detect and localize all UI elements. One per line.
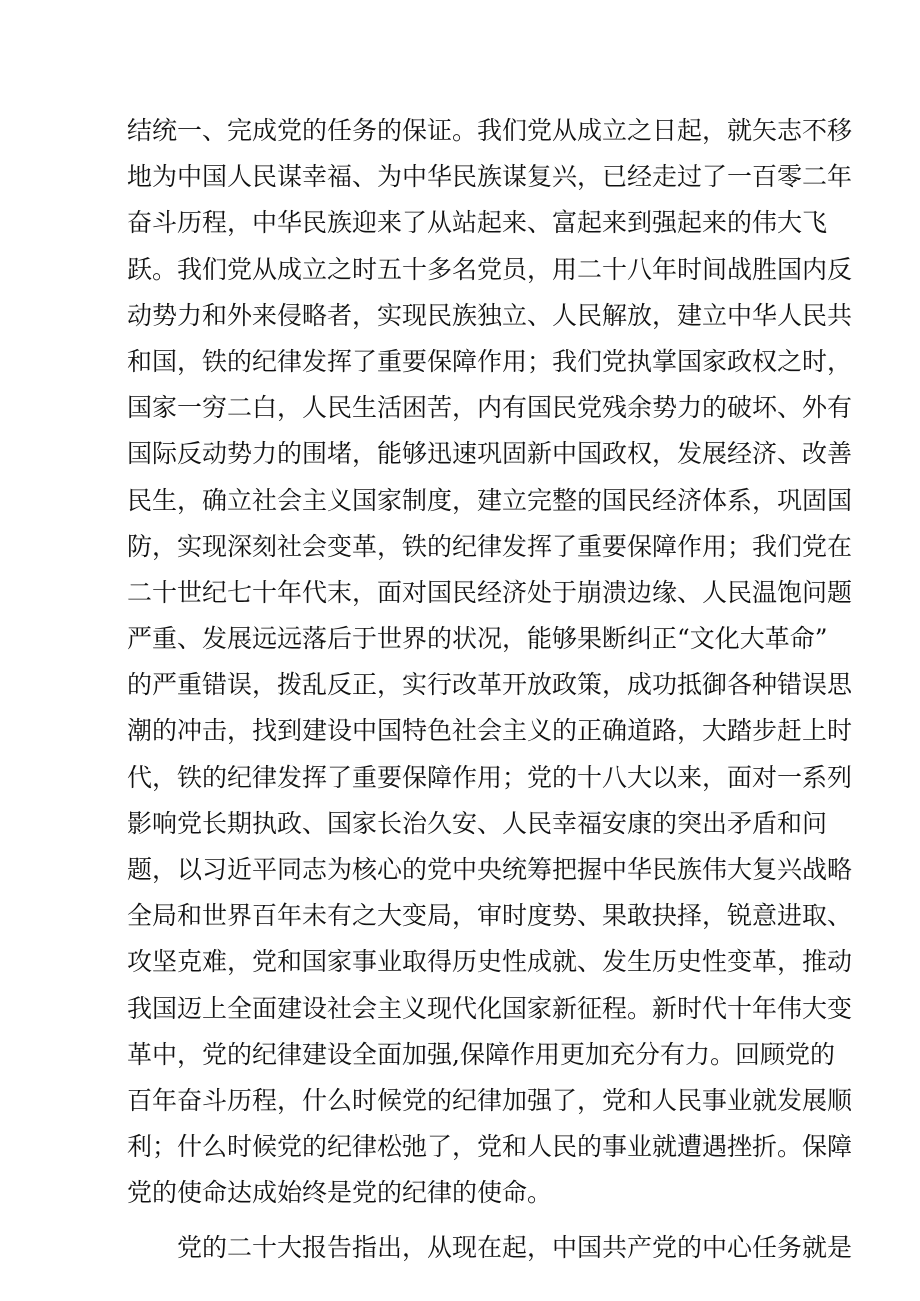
text-line: 我国迈上全面建设社会主义现代化国家新征程。新时代十年伟大变 xyxy=(127,993,853,1023)
text-line: 题，以习近平同志为核心的党中央统筹把握中华民族伟大复兴战略 xyxy=(127,855,853,884)
text-line: 严重、发展远远落后于世界的状况，能够果断纠正“文化大革命” xyxy=(127,624,828,654)
text-line: 潮的冲击，找到建设中国特色社会主义的正确道路，大踏步赶上时 xyxy=(127,716,853,746)
text-line: 国际反动势力的围堵，能够迅速巩固新中国政权，发展经济、改善 xyxy=(127,439,853,469)
text-line: 结统一、完成党的任务的保证。我们党从成立之日起，就矢志不移 xyxy=(127,116,853,145)
text-line: 民生，确立社会主义国家制度，建立完整的国民经济体系，巩固国 xyxy=(127,485,853,515)
paragraph xyxy=(127,108,853,1217)
text-line: 百年奋斗历程，什么时候党的纪律加强了，党和人民事业就发展顺 xyxy=(127,1085,853,1115)
text-line: 攻坚克难，党和国家事业取得历史性成就、发生历史性变革，推动 xyxy=(127,947,853,977)
paragraph-gap xyxy=(127,1217,807,1225)
text-line: 党的使命达成始终是党的纪律的使命。 xyxy=(127,1178,553,1208)
text-line: 代，铁的纪律发挥了重要保障作用；党的十八大以来，面对一系列 xyxy=(127,762,853,792)
body-text xyxy=(127,108,853,1271)
text-line: 的严重错误，拨乱反正，实行改革开放政策，成功抵御各种错误思 xyxy=(127,670,853,700)
paragraph xyxy=(127,1225,853,1271)
text-line: 地为中国人民谋幸福、为中华民族谋复兴，已经走过了一百零二年 xyxy=(127,162,853,192)
text-line: 利；什么时候党的纪律松弛了，党和人民的事业就遭遇挫折。保障 xyxy=(127,1132,853,1162)
text-line: 防，实现深刻社会变革，铁的纪律发挥了重要保障作用；我们党在 xyxy=(127,531,853,561)
text-line: 国家一穷二白，人民生活困苦，内有国民党残余势力的破坏、外有 xyxy=(127,393,853,423)
text-line: 跃。我们党从成立之时五十多名党员，用二十八年时间战胜国内反 xyxy=(127,254,853,284)
text-line: 奋斗历程，中华民族迎来了从站起来、富起来到强起来的伟大飞 xyxy=(127,208,828,238)
text-line: 影响党长期执政、国家长治久安、人民幸福安康的突出矛盾和问 xyxy=(127,808,828,838)
text-line: 和国，铁的纪律发挥了重要保障作用；我们党执掌国家政权之时， xyxy=(127,346,853,376)
text-line: 动势力和外来侵略者，实现民族独立、人民解放，建立中华人民共 xyxy=(127,300,853,330)
text-line: 党的二十大报告指出，从现在起，中国共产党的中心任务就是 xyxy=(177,1232,853,1262)
text-line: 革中，党的纪律建设全面加强,保障作用更加充分有力。回顾党的 xyxy=(127,1039,835,1069)
text-line: 二十世纪七十年代末，面对国民经济处于崩溃边缘、人民温饱问题 xyxy=(127,577,853,607)
text-line: 全局和世界百年未有之大变局，审时度势、果敢抉择，锐意进取、 xyxy=(127,901,853,931)
